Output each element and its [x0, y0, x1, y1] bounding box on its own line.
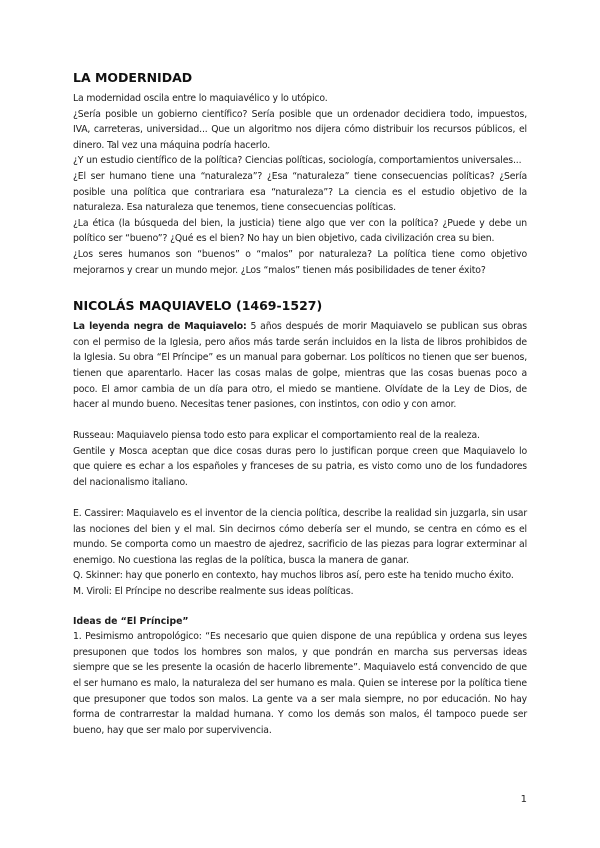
- paragraph-idea-1: 1. Pesimismo antropológico: “Es necesario que quien dispone de una república y ordena sus leyes presuponen que todos los hombres son malos, y que pondrán en marcha sus perversas ideas siempre que se les presente la ocasión de hacerlo libremente”. Maquiavelo está convencido de que el ser humano es malo, la naturaleza del ser humano es mala. Quien se interese por la política tiene que presuponer que todos son malos. La gente va a ser mala siempre, no por educación. No hay forma de contrarrestar la maldad humana. Y como los demás son malos, él tampoco puede ser bueno, hay que ser malo por supervivencia.: [73, 631, 527, 736]
- paragraph-viroli: M. Viroli: El Príncipe no describe realmente sus ideas políticas.: [73, 586, 354, 598]
- paragraph-skinner: Q. Skinner: hay que ponerlo en contexto, hay muchos libros así, pero este ha tenido mucho éxito.: [73, 570, 514, 582]
- paragraph-leyenda-negra: [73, 319, 527, 413]
- paragraph: ¿Y un estudio científico de la política? Ciencias políticas, sociología, comportamientos universales...: [73, 155, 522, 167]
- leyenda-label: La leyenda negra de Maquiavelo:: [73, 321, 247, 333]
- section-title-modernidad: LA MODERNIDAD: [73, 70, 193, 85]
- leyenda-text: 5 años después de morir Maquiavelo se publican sus obras con el permiso de la Iglesia, pero años más tarde serán incluidos en la lista de libros prohibidos de la Iglesia. Su obra “El Príncipe” es un manual para gobernar. Los políticos no tienen que ser buenos, tienen que aparentarlo. Hacer las cosas malas de golpe, mientras que las cosas buenas poco a poco. El amor cambia de un día para otro, el miedo se mantiene. Olvídate de la Ley de Dios, de hacer al mundo bueno. Necesitas tener pasiones, con instintos, con odio y con amor.: [73, 321, 527, 411]
- page-number: 1: [520, 794, 527, 805]
- paragraph-cassirer: E. Cassirer: Maquiavelo es el inventor de la ciencia política, describe la realidad sin juzgarla, sin usar las nociones del bien y el mal. Sin decirnos cómo debería ser el mundo, se centra en cómo es el mundo. Se comporta como un maestro de ajedrez, sacrificio de las piezas para lograr exterminar al enemigo. No cuestiona las reglas de la política, busca la manera de ganar.: [73, 508, 527, 566]
- paragraph: ¿Sería posible un gobierno científico? Sería posible que un ordenador decidiera todo, impuestos, IVA, carreteras, universidad... Que un algoritmo nos dijera cómo distribuir los recursos públicos, el dinero. Tal vez una máquina podría hacerlo.: [73, 108, 527, 151]
- ideas-subheading: Ideas de “El Príncipe”: [73, 615, 189, 627]
- paragraph-rousseau: Russeau: Maquiavelo piensa todo esto para explicar el comportamiento real de la realeza.: [73, 430, 480, 442]
- section-title-maquiavelo: NICOLÁS MAQUIAVELO (1469-1527): [73, 298, 323, 314]
- document-page: [73, 70, 527, 738]
- paragraph: ¿El ser humano tiene una “naturaleza”? ¿Esa “naturaleza” tiene consecuencias políticas? ¿Sería posible una política que contrariara esa “naturaleza”? La ciencia es el estudio objetivo de la naturaleza. Esa naturaleza que tenemos, tiene consecuencias políticas.: [73, 170, 527, 214]
- paragraph: ¿La ética (la búsqueda del bien, la justicia) tiene algo que ver con la política? ¿Puede y debe un político ser “bueno”? ¿Qué es el bien? No hay un bien objetivo, cada civilización crea su bien.: [73, 217, 527, 245]
- paragraph: ¿Los seres humanos son “buenos” o “malos” por naturaleza? La política tiene como objetivo mejorarnos y crear un mundo mejor. ¿Los “malos” tienen más posibilidades de tener éxito?: [73, 248, 527, 276]
- paragraph: La modernidad oscila entre lo maquiavélico y lo utópico.: [73, 93, 328, 104]
- paragraph-gentile: Gentile y Mosca aceptan que dice cosas duras pero lo justifican porque creen que Maquiavelo lo que quiere es echar a los españoles y franceses de su patria, es visto como uno de los fundadores del nacionalismo italiano.: [73, 445, 527, 488]
